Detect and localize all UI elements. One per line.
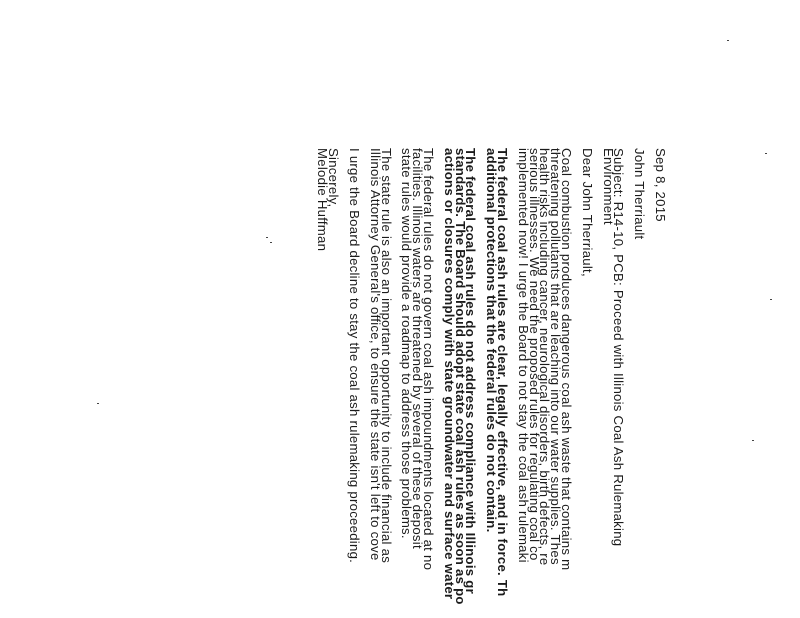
scan-speck (765, 153, 767, 154)
paragraph-line: The state rule is also an important opportunity to include financial as (378, 148, 394, 564)
recipient-name: John Therriault (632, 148, 648, 240)
salutation: Dear John Therriault, (579, 148, 595, 277)
paragraph-line: The federal coal ash rules do not address compliance with Illinois gr (463, 148, 479, 594)
paragraph-line: The federal rules do not govern coal ash impoundments located at no (421, 148, 437, 571)
scan-speck (97, 403, 99, 404)
paragraph-line: standards. The Board should adopt state coal ash rules as soon as po (452, 148, 468, 605)
closing: Sincerely, (326, 148, 342, 208)
paragraph-line: Coal combustion produces dangerous coal ash waste that contains m (559, 148, 575, 571)
paragraph-line: health risks including cancer, neurological disorders, birth defects, re (537, 148, 553, 566)
paragraph-3 (441, 148, 479, 618)
scan-speck (266, 237, 268, 238)
subject-line: Subject: R14-10, PCB: Proceed with Illinois Coal Ash Rulemaking (611, 148, 627, 547)
letter-body (315, 148, 668, 618)
paragraph-line: serious illnesses. We need the proposed rules for regulating coal co (526, 148, 542, 561)
paragraph-line: Illinois Attorney General's office, to ensure the state isn't left to cove (367, 148, 383, 561)
scan-speck (270, 242, 272, 243)
paragraph-line: state rules would provide a roadmap to address those problems. (399, 148, 415, 539)
signer-name: Melodie Huffman (315, 148, 331, 252)
paragraph-line: actions or closures comply with state groundwater and surface water (441, 148, 457, 600)
paragraph-1 (515, 148, 575, 618)
paragraph-6: I urge the Board decline to stay the coal ash rulemaking proceeding. (347, 148, 363, 564)
letter-date: Sep 8, 2015 (653, 148, 668, 222)
paragraph-2 (484, 148, 511, 618)
paragraph-line: The federal coal ash rules are clear, legally effective, and in force. Th (495, 148, 511, 597)
paragraph-5 (367, 148, 394, 618)
scan-speck (770, 299, 772, 300)
subject-line-continued: Environment (600, 148, 616, 225)
paragraph-line: threatening pollutants that are leaching into our water supplies. Thes (548, 148, 564, 565)
paragraph-line: implemented now! I urge the Board to not stay the coal ash rulemaki (515, 148, 531, 563)
paragraph-line: facilities. Illinois waters are threatened by several of these deposit (410, 148, 426, 549)
paragraph-line: additional protections that the federal rules do not contain. (484, 148, 500, 533)
scan-speck (727, 40, 729, 41)
paragraph-4 (399, 148, 437, 618)
scan-speck (752, 440, 754, 441)
